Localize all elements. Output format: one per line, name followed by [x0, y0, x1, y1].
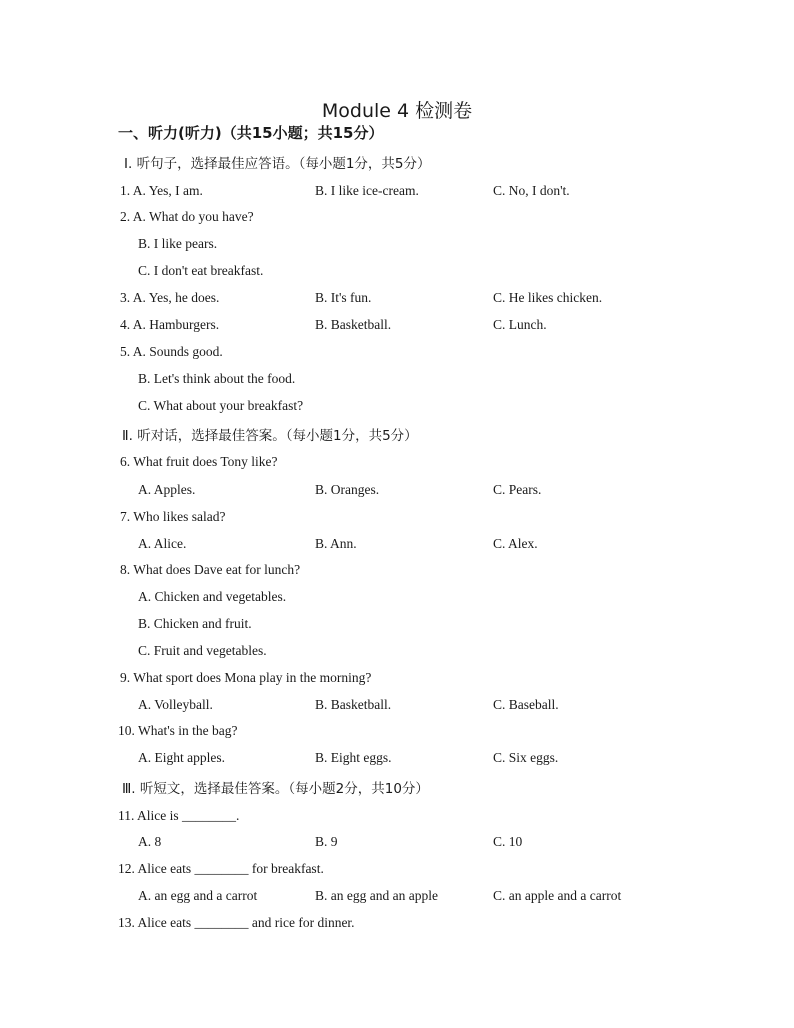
q3-option-a: 3. A. Yes, he does. — [120, 290, 220, 305]
q12-option-a: A. an egg and a carrot — [138, 888, 258, 903]
q6-stem: 6. What fruit does Tony like? — [120, 454, 278, 469]
q11-option-c: C. 10 — [493, 834, 523, 849]
q10-option-c: C. Six eggs. — [493, 750, 559, 765]
q9-options — [138, 695, 678, 715]
page-title: Module 4 检测卷 — [321, 100, 473, 122]
q8-option-b: B. Chicken and fruit. — [138, 616, 252, 631]
q4-option-a: 4. A. Hamburgers. — [120, 317, 220, 332]
q9-option-c: C. Baseball. — [493, 697, 559, 712]
q12-option-c: C. an apple and a carrot — [493, 888, 622, 903]
q11-options — [138, 832, 678, 852]
q12-options — [138, 886, 678, 906]
q1-option-a: 1. A. Yes, I am. — [120, 183, 203, 198]
question-1 — [120, 181, 680, 201]
q7-options — [138, 534, 678, 554]
q6-option-c: C. Pears. — [493, 482, 542, 497]
q11-option-b: B. 9 — [315, 834, 338, 849]
q12-stem: 12. Alice eats ________ for breakfast. — [118, 861, 324, 876]
q8-option-a: A. Chicken and vegetables. — [138, 589, 287, 604]
q10-stem: 10. What's in the bag? — [118, 723, 238, 738]
q11-option-a: A. 8 — [138, 834, 162, 849]
q10-options — [138, 748, 678, 768]
q3-option-c: C. He likes chicken. — [493, 290, 603, 305]
q1-option-c: C. No, I don't. — [493, 183, 570, 198]
q6-option-b: B. Oranges. — [315, 482, 380, 497]
q11-stem: 11. Alice is ________. — [118, 808, 240, 823]
q4-option-b: B. Basketball. — [315, 317, 392, 332]
q2-option-b: B. I like pears. — [138, 236, 218, 251]
q7-stem: 7. Who likes salad? — [120, 509, 226, 524]
q1-option-b: B. I like ice-cream. — [315, 183, 419, 198]
part-2-heading: Ⅱ. 听对话，选择最佳答案。（每小题1分，共5分） — [122, 428, 418, 444]
question-3 — [120, 288, 680, 308]
q12-option-b: B. an egg and an apple — [315, 888, 438, 903]
q9-stem: 9. What sport does Mona play in the morning? — [120, 670, 372, 685]
q2-option-c: C. I don't eat breakfast. — [138, 263, 264, 278]
q10-option-a: A. Eight apples. — [138, 750, 225, 765]
q9-option-b: B. Basketball. — [315, 697, 392, 712]
q3-option-b: B. It's fun. — [315, 290, 372, 305]
part-1-heading: Ⅰ. 听句子，选择最佳应答语。（每小题1分，共5分） — [124, 156, 431, 172]
q2-option-a: 2. A. What do you have? — [120, 209, 254, 224]
q13-stem: 13. Alice eats ________ and rice for dinner. — [118, 915, 355, 930]
q5-option-b: B. Let's think about the food. — [138, 371, 296, 386]
q7-option-a: A. Alice. — [138, 536, 187, 551]
q10-option-b: B. Eight eggs. — [315, 750, 392, 765]
q7-option-b: B. Ann. — [315, 536, 357, 551]
q4-option-c: C. Lunch. — [493, 317, 547, 332]
q7-option-c: C. Alex. — [493, 536, 538, 551]
q8-stem: 8. What does Dave eat for lunch? — [120, 562, 301, 577]
q5-option-c: C. What about your breakfast? — [138, 398, 304, 413]
q6-options — [138, 480, 678, 500]
q6-option-a: A. Apples. — [138, 482, 196, 497]
question-4 — [120, 315, 680, 335]
q9-option-a: A. Volleyball. — [138, 697, 213, 712]
section-heading-listening: 一、听力(听力)（共15小题；共15分） — [118, 124, 384, 142]
q5-option-a: 5. A. Sounds good. — [120, 344, 223, 359]
q8-option-c: C. Fruit and vegetables. — [138, 643, 267, 658]
part-3-heading: Ⅲ. 听短文，选择最佳答案。（每小题2分，共10分） — [122, 781, 429, 797]
